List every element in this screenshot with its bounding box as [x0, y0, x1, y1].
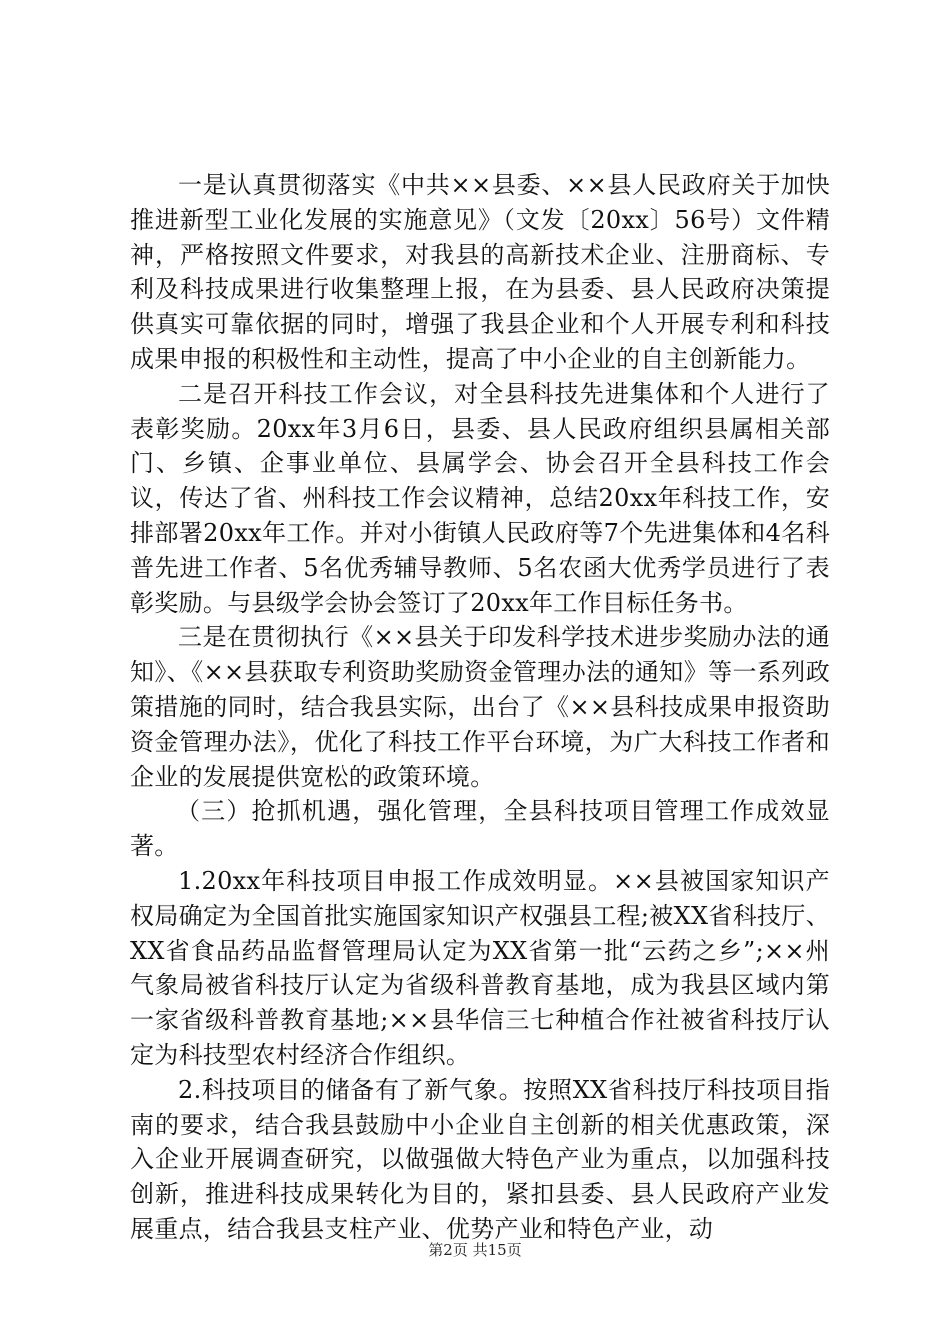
paragraph-tech-conference: 二是召开科技工作会议，对全县科技先进集体和个人进行了表彰奖励。20xx年3月6日，县委、县人民政府组织县属相关部门、乡镇、企事业单位、县属学会、协会召开全县科技工作会议，传达了省、州科技工作会议精神，总结20xx年科技工作，安排部署20xx年工作。并对小街镇人民政府等7个先进集体和4名科普先进工作者、5名优秀辅导教师、5名农函大优秀学员进行了表彰奖励。与县级学会协会签订了20xx年工作目标任务书。 [130, 379, 830, 617]
section-heading-project-management: （三）抢抓机遇，强化管理，全县科技项目管理工作成效显著。 [130, 797, 830, 861]
paragraph-policy-measures: 三是在贯彻执行《××县关于印发科学技术进步奖励办法的通知》、《××县获取专利资助奖励资金管理办法的通知》等一系列政策措施的同时，结合我县实际，出台了《××县科技成果申报资助资金管理办法》，优化了科技工作平台环境，为广大科技工作者和企业的发展提供宽松的政策环境。 [130, 623, 830, 791]
paragraph-project-application: 1.20xx年科技项目申报工作成效明显。××县被国家知识产权局确定为全国首批实施国家知识产权强县工程;被XX省科技厅、XX省食品药品监督管理局认定为XX省第一批“云药之乡”;××州气象局被省科技厅认定为省级科普教育基地，成为我县区域内第一家省级科普教育基地;××县华信三七种植合作社被省科技厅认定为科技型农村经济合作组织。 [130, 866, 830, 1069]
document-body [130, 168, 830, 1247]
page-footer: 第2页 共15页 [428, 1241, 522, 1259]
paragraph-project-reserve: 2.科技项目的储备有了新气象。按照XX省科技厅科技项目指南的要求，结合我县鼓励中小企业自主创新的相关优惠政策，深入企业开展调查研究，以做强做大特色产业为重点，以加强科技创新，推进科技成果转化为目的，紧扣县委、县人民政府产业发展重点，结合我县支柱产业、优势产业和特色产业，动 [130, 1075, 830, 1243]
paragraph-policy-implementation: 一是认真贯彻落实《中共××县委、××县人民政府关于加快推进新型工业化发展的实施意见》（文发〔20xx〕56号）文件精神，严格按照文件要求，对我县的高新技术企业、注册商标、专利及科技成果进行收集整理上报，在为县委、县人民政府决策提供真实可靠依据的同时，增强了我县企业和个人开展专利和科技成果申报的积极性和主动性，提高了中小企业的自主创新能力。 [130, 171, 830, 373]
